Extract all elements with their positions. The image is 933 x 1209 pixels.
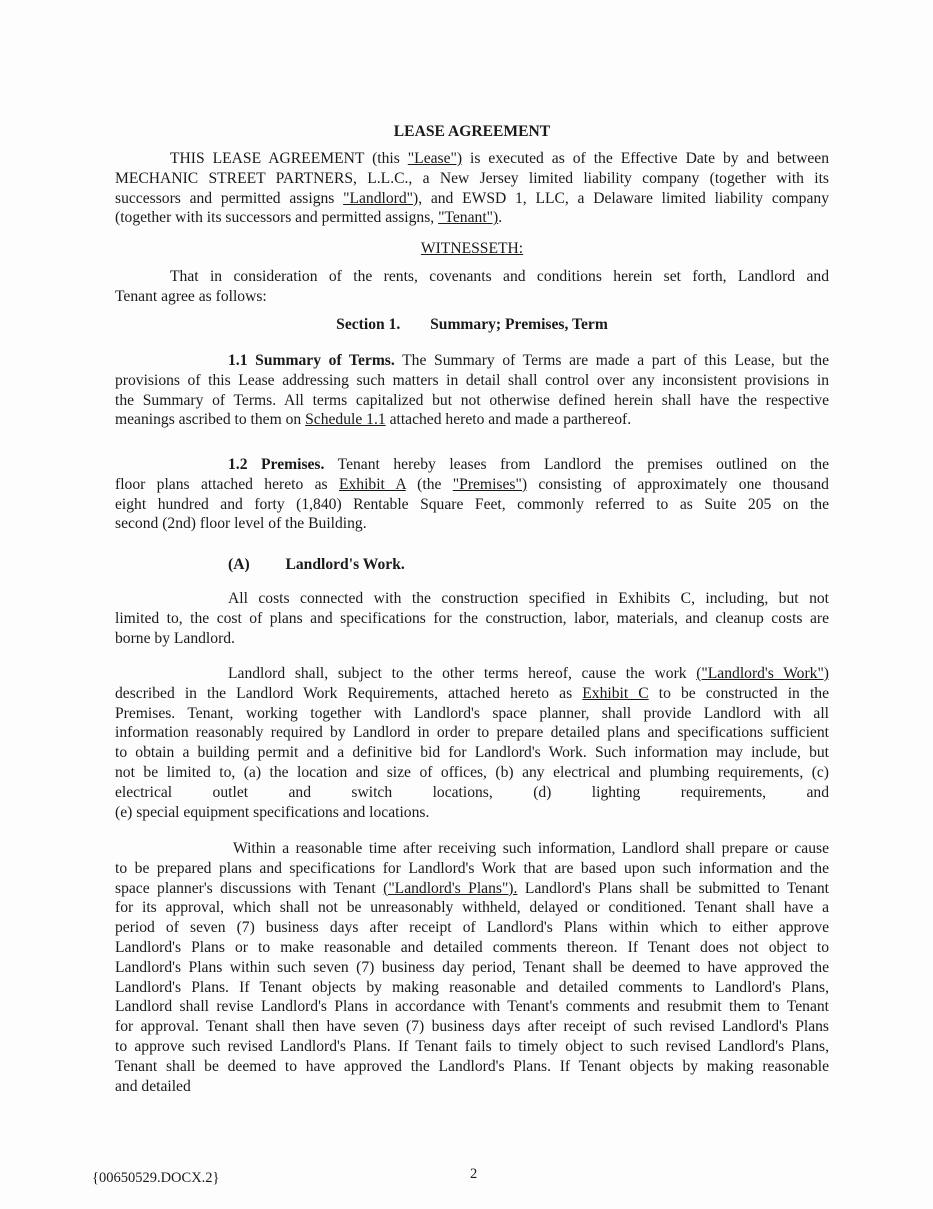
defined-term: Schedule 1.1 bbox=[305, 411, 386, 429]
intro-paragraph bbox=[115, 149, 829, 228]
text-segment: Within a reasonable time after receiving such information, Landlord shall prepare or cause bbox=[233, 840, 829, 857]
text-line bbox=[115, 938, 829, 958]
summary-of-terms-paragraph bbox=[115, 351, 829, 430]
subheading-title: Landlord's Work. bbox=[285, 556, 405, 573]
text-line bbox=[115, 287, 829, 307]
text-line bbox=[115, 589, 829, 609]
premises-paragraph bbox=[115, 455, 829, 534]
text-segment: 1.1 bbox=[228, 352, 256, 369]
defined-term: Exhibit A bbox=[338, 475, 406, 493]
text-segment: and EWSD 1, LLC, a Delaware limited liability company bbox=[422, 189, 829, 207]
text-segment: to obtain a building permit and a definitive bid for Landlord's Work. Such information may include, but bbox=[115, 744, 829, 762]
text-segment: MECHANIC STREET PARTNERS, L.L.C., a New Jersey limited liability company (together with its bbox=[115, 169, 829, 187]
text-segment: to be constructed in the bbox=[648, 684, 829, 702]
text-line bbox=[115, 743, 829, 763]
text-segment: Landlord shall, subject to the other terms hereof, cause the work bbox=[228, 665, 697, 682]
text-line bbox=[115, 859, 829, 879]
text-segment: Landlord shall revise Landlord's Plans in accordance with Tenant's comments and resubmit them to Tenant bbox=[115, 998, 829, 1016]
text-segment: described in the Landlord Work Requirements, attached hereto as bbox=[115, 684, 583, 702]
text-segment: period of seven (7) business days after receipt of Landlord's Plans within which to either approve bbox=[115, 919, 829, 937]
text-line bbox=[115, 629, 829, 649]
text-segment: That in consideration of the rents, covenants and conditions herein set forth, Landlord and bbox=[170, 268, 829, 285]
text-line bbox=[115, 958, 829, 978]
text-line bbox=[115, 684, 829, 704]
text-line bbox=[115, 149, 829, 169]
page-number: 2 bbox=[470, 1166, 478, 1182]
text-segment: for approval. Tenant shall then have seven (7) business days after receipt of such revised Landlord's Plans bbox=[115, 1018, 829, 1036]
text-segment: eight hundred and forty (1,840) Rentable Square Feet, commonly referred to as Suite 205 on the bbox=[115, 495, 829, 513]
text-line bbox=[115, 839, 829, 859]
text-line bbox=[115, 723, 829, 743]
within-paragraph bbox=[115, 839, 829, 1096]
text-line bbox=[115, 391, 829, 411]
text-line bbox=[115, 1077, 829, 1097]
text-segment: Summary of Terms. bbox=[255, 352, 395, 369]
landlord-shall-paragraph bbox=[115, 664, 829, 822]
text-segment: second (2nd) floor level of the Building. bbox=[115, 515, 367, 533]
text-segment: borne by Landlord. bbox=[115, 629, 235, 647]
defined-term: ("Landlord's Plans"). bbox=[383, 879, 518, 897]
text-line bbox=[115, 783, 829, 803]
text-line bbox=[115, 803, 829, 823]
text-segment: Premises. Tenant, working together with Landlord's space planner, shall provide Landlord with all bbox=[115, 704, 829, 722]
defined-term: "Tenant") bbox=[438, 209, 499, 227]
text-segment: not be limited to, (a) the location and size of offices, (b) any electrical and plumbing requirements, (c) bbox=[115, 763, 829, 781]
subheading-landlords-work bbox=[115, 556, 933, 574]
witnesseth-heading: WITNESSETH: bbox=[420, 240, 524, 257]
text-line bbox=[115, 208, 829, 228]
text-line bbox=[115, 978, 829, 998]
section-title: Summary; Premises, Term bbox=[430, 316, 608, 333]
text-segment: . bbox=[498, 209, 503, 227]
defined-term: "Lease") bbox=[407, 150, 463, 167]
text-line bbox=[115, 609, 829, 629]
text-segment: the Summary of Terms. All terms capitalized but not otherwise defined herein shall have the respective bbox=[115, 391, 829, 409]
text-segment: Landlord's Plans shall be submitted to Tenant bbox=[517, 879, 829, 897]
section-heading bbox=[115, 316, 829, 334]
text-line bbox=[115, 1037, 829, 1057]
text-line bbox=[115, 704, 829, 724]
text-line bbox=[115, 763, 829, 783]
text-segment: THIS LEASE AGREEMENT (this bbox=[170, 150, 408, 167]
text-line bbox=[115, 664, 829, 684]
text-line bbox=[115, 1057, 829, 1077]
text-line bbox=[115, 495, 829, 515]
text-segment: meanings ascribed to them on bbox=[115, 411, 306, 429]
text-segment: successors and permitted assigns bbox=[115, 189, 344, 207]
document-title: LEASE AGREEMENT bbox=[393, 123, 551, 140]
text-line bbox=[115, 371, 829, 391]
text-segment: Landlord's Plans or to make reasonable and detailed comments thereon. If Tenant does not object to bbox=[115, 938, 829, 956]
text-segment: 1.2 bbox=[228, 456, 262, 473]
text-line bbox=[115, 514, 829, 534]
text-line bbox=[115, 1017, 829, 1037]
text-line bbox=[115, 475, 829, 495]
text-line bbox=[115, 898, 829, 918]
text-segment: Tenant agree as follows: bbox=[115, 287, 267, 305]
all-costs-paragraph bbox=[115, 589, 829, 648]
text-segment: (together with its successors and permitted assigns, bbox=[115, 209, 439, 227]
text-line bbox=[115, 455, 829, 475]
defined-term: ("Landlord's Work") bbox=[696, 665, 830, 682]
text-segment: Landlord's Plans. If Tenant objects by making reasonable and detailed comments to Landlord's Plans, bbox=[115, 978, 829, 996]
text-line bbox=[115, 918, 829, 938]
text-line bbox=[115, 169, 829, 189]
defined-term: Exhibit C bbox=[582, 684, 649, 702]
text-segment: (e) special equipment specifications and locations. bbox=[115, 803, 430, 821]
text-segment: electrical outlet and switch locations, (d) lighting requirements, and bbox=[115, 783, 829, 801]
defined-term: "Landlord"), bbox=[343, 189, 423, 207]
section-number: Section 1. bbox=[336, 316, 401, 333]
consideration-paragraph bbox=[115, 267, 829, 307]
defined-term: "Premises") bbox=[452, 475, 528, 493]
text-segment: limited to, the cost of plans and specifications for the construction, labor, materials, and cleanup costs are bbox=[115, 609, 829, 627]
text-segment: to be prepared plans and specifications for Landlord's Work that are based upon such information and the bbox=[115, 859, 829, 877]
text-segment: and detailed bbox=[115, 1077, 191, 1095]
text-segment: Premises. bbox=[261, 456, 325, 473]
text-segment: Tenant shall be deemed to have approved the Landlord's Plans. If Tenant objects by making reasonable bbox=[115, 1057, 829, 1075]
text-segment: Tenant hereby leases from Landlord the premises outlined on the bbox=[324, 456, 829, 473]
text-line bbox=[115, 189, 829, 209]
text-segment: provisions of this Lease addressing such matters in detail shall control over any inconsistent provisions in bbox=[115, 371, 829, 389]
text-segment: to approve such revised Landlord's Plans. If Tenant fails to timely object to such revised Landlord's Plans, bbox=[115, 1037, 829, 1055]
text-segment: Landlord's Plans within such seven (7) business day period, Tenant shall be deemed to have approved the bbox=[115, 958, 829, 976]
text-line bbox=[115, 879, 829, 899]
text-segment: All costs connected with the construction specified in Exhibits C, including, but not bbox=[228, 590, 829, 607]
text-segment: The Summary of Terms are made a part of this Lease, but the bbox=[394, 352, 830, 369]
text-segment: attached hereto and made a parthereof. bbox=[385, 411, 632, 429]
text-segment: is executed as of the Effective Date by and between bbox=[462, 150, 829, 167]
text-line bbox=[115, 410, 829, 430]
subheading-label: (A) bbox=[228, 556, 250, 573]
footer-document-id: {00650529.DOCX.2} bbox=[92, 1170, 220, 1186]
text-segment: for its approval, which shall not be unreasonably withheld, delayed or conditioned. Tenant shall have a bbox=[115, 899, 829, 917]
text-line bbox=[115, 267, 829, 287]
text-line bbox=[115, 351, 829, 371]
text-segment: space planner's discussions with Tenant bbox=[115, 879, 384, 897]
text-segment: information reasonably required by Landlord in order to prepare detailed plans and specifications sufficient bbox=[115, 724, 829, 742]
text-segment: (the bbox=[405, 475, 453, 493]
text-segment: consisting of approximately one thousand bbox=[527, 475, 829, 493]
text-segment: floor plans attached hereto as bbox=[115, 475, 339, 493]
text-line bbox=[115, 997, 829, 1017]
